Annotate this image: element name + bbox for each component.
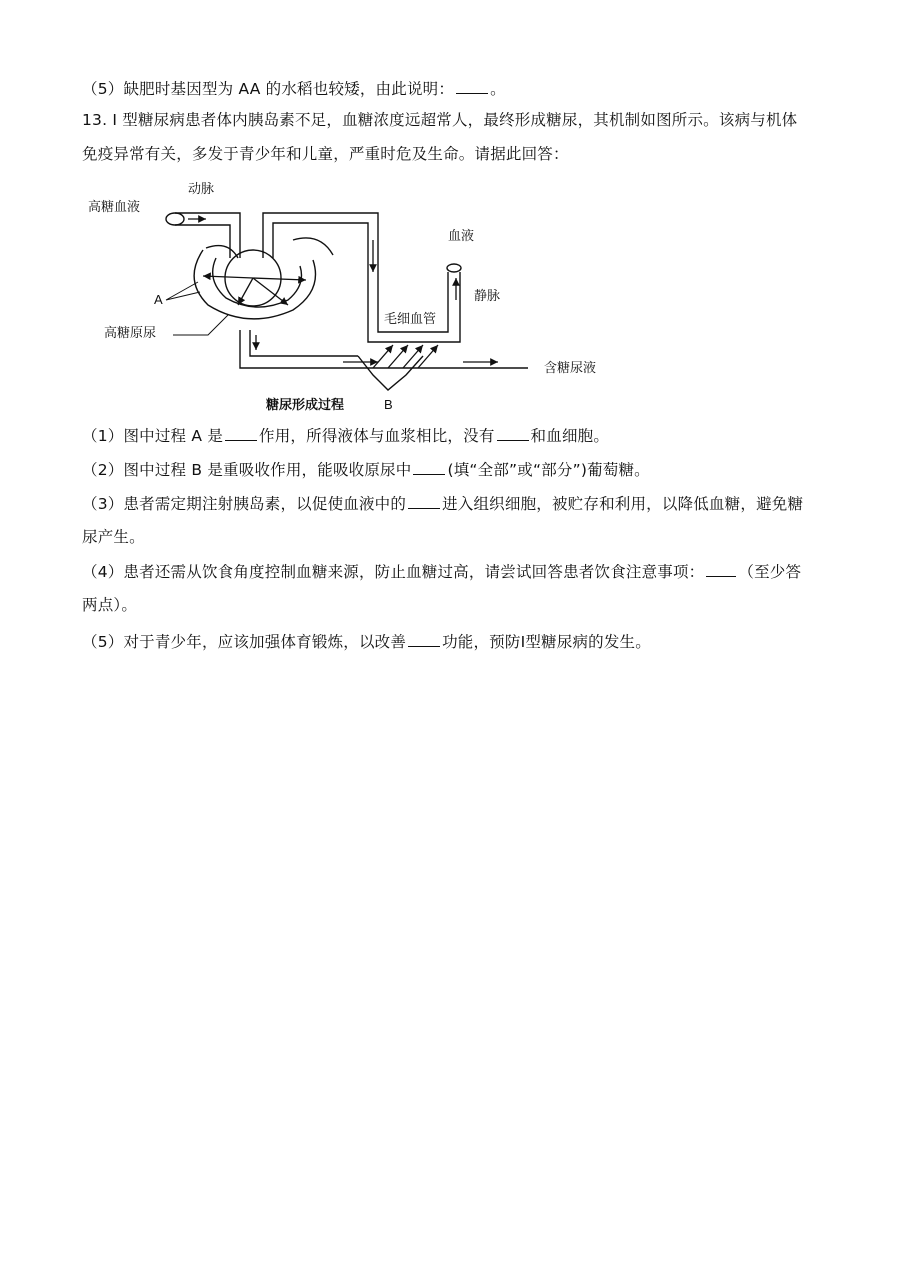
diagram-caption: 糖尿形成过程 xyxy=(266,398,345,413)
q13-sub2: （2）图中过程 B 是重吸收作用，能吸收原尿中 (填“全部”或“部分”)葡萄糖。 xyxy=(82,461,650,479)
capsule-fold-right xyxy=(293,238,333,255)
answer-blank[interactable] xyxy=(706,561,736,577)
label-B: B xyxy=(384,397,393,412)
label-high-glucose-primary-urine: 高糖原尿 xyxy=(104,326,157,341)
glucose-urine-diagram xyxy=(88,180,628,415)
answer-blank[interactable] xyxy=(456,78,488,94)
q13-intro-line2: 免疫异常有关，多发于青少年和儿童，严重时危及生命。请据此回答： xyxy=(82,145,569,163)
answer-blank[interactable] xyxy=(413,459,445,475)
artery-opening xyxy=(166,213,184,225)
vein-opening xyxy=(447,264,461,272)
label-high-glucose-blood: 高糖血液 xyxy=(88,200,141,215)
answer-blank[interactable] xyxy=(408,631,440,647)
afferent-artery xyxy=(175,213,240,258)
q13-intro-line1: 13. Ⅰ 型糖尿病患者体内胰岛素不足，血糖浓度远超常人，最终形成糖尿，其机制如图所示。该病与机体 xyxy=(82,111,798,129)
label-artery: 动脉 xyxy=(188,182,215,197)
q13-sub3-cont: 尿产生。 xyxy=(82,528,145,546)
q13-sub1: （1）图中过程 A 是 作用，所得液体与血浆相比，没有 和血细胞。 xyxy=(82,427,610,445)
answer-blank[interactable] xyxy=(408,493,440,509)
label-vein: 静脉 xyxy=(474,289,501,304)
capsule-outer xyxy=(194,250,315,319)
q12-sub5: （5）缺肥时基因型为 AA 的水稻也较矮，由此说明： 。 xyxy=(82,80,506,98)
capsule-fold-left xyxy=(206,246,238,258)
q13-sub3: （3）患者需定期注射胰岛素，以促使血液中的 进入组织细胞，被贮存和利用，以降低血糖，避免糖 xyxy=(82,495,804,513)
answer-blank[interactable] xyxy=(497,425,529,441)
q13-sub4-cont: 两点）。 xyxy=(82,596,138,614)
q13-sub5: （5）对于青少年，应该加强体育锻炼，以改善 功能，预防Ⅰ型糖尿病的发生。 xyxy=(82,633,651,651)
q13-sub4: （4）患者还需从饮食角度控制血糖来源，防止血糖过高，请尝试回答患者饮食注意事项： （至少答 xyxy=(82,563,802,581)
label-blood: 血液 xyxy=(448,229,475,244)
answer-blank[interactable] xyxy=(225,425,257,441)
reabsorption-region xyxy=(358,356,423,390)
label-A: A xyxy=(154,292,163,307)
label-glucose-urine: 含糖尿液 xyxy=(544,361,597,376)
label-capillary: 毛细血管 xyxy=(384,312,437,327)
